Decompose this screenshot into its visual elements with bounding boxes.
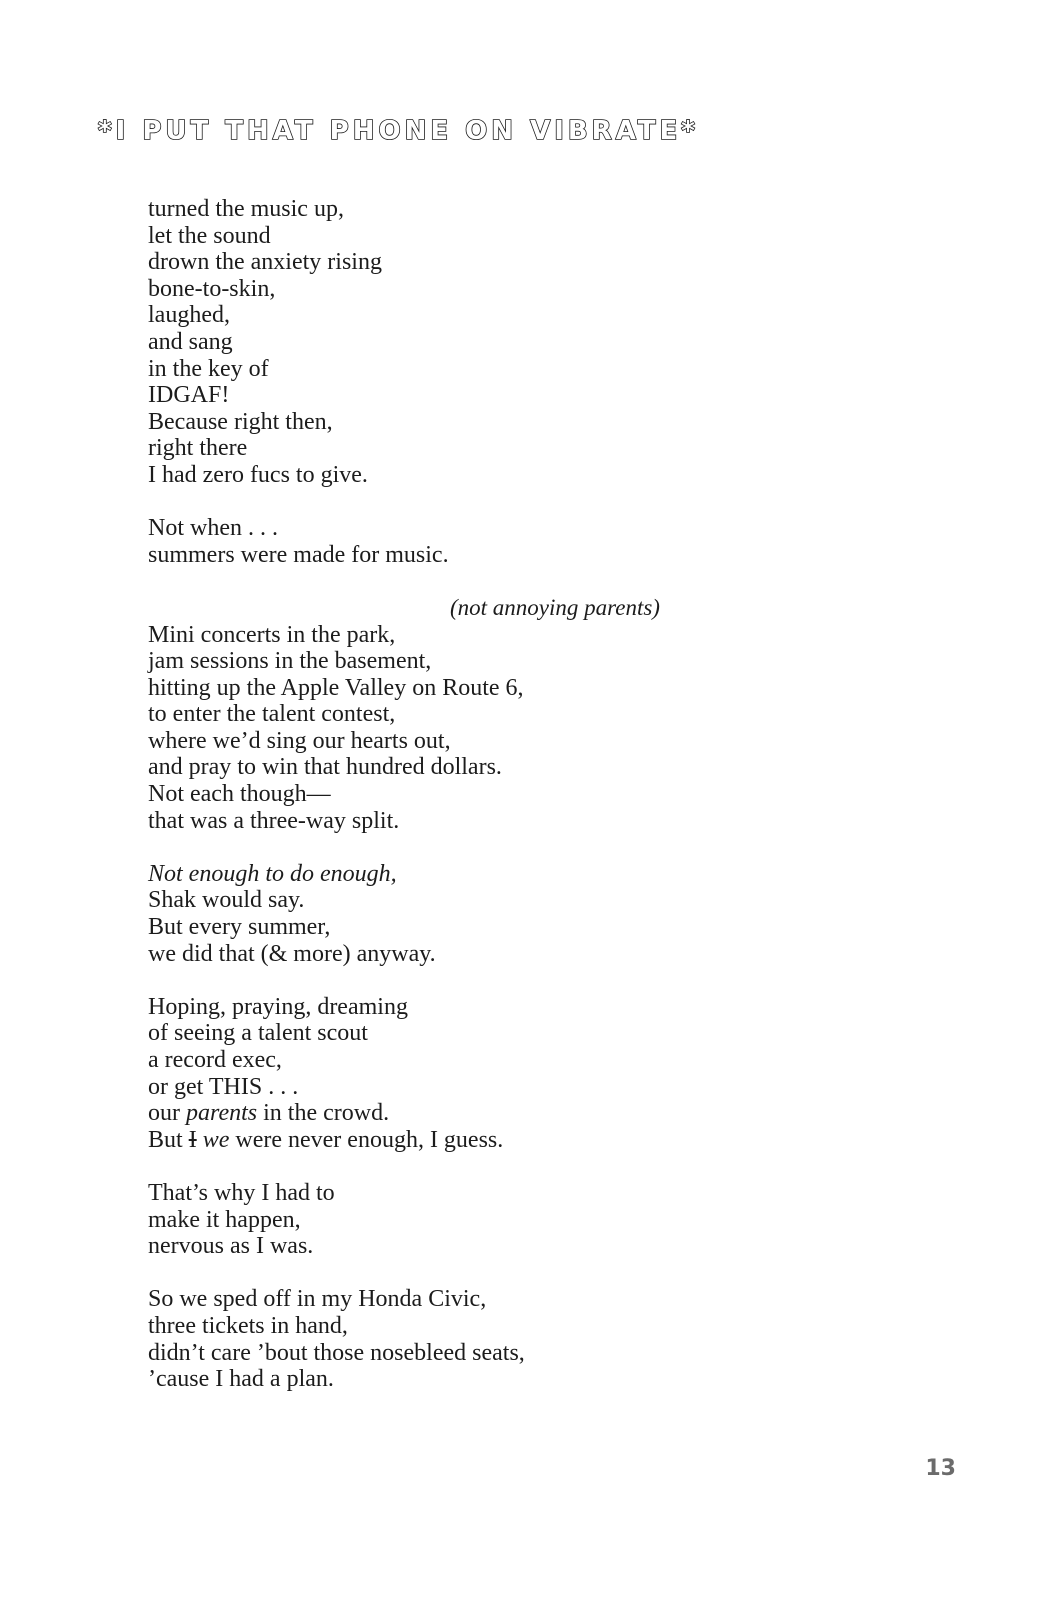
poem-line: make it happen, — [148, 1206, 301, 1233]
poem-line: and pray to win that hundred dollars. — [148, 754, 502, 781]
poem-line: summers were made for music. — [148, 541, 449, 568]
poem-line: IDGAF! — [148, 382, 230, 409]
poem-line: Hoping, praying, dreaming — [148, 993, 408, 1020]
poem-line: where we’d sing our hearts out, — [148, 727, 451, 754]
poem-line: didn’t care ’bout those nosebleed seats, — [148, 1339, 525, 1366]
page-number: 13 — [925, 1456, 956, 1481]
poem-line: So we sped off in my Honda Civic, — [148, 1286, 487, 1313]
poem-line: and sang — [148, 328, 233, 355]
poem-line: three tickets in hand, — [148, 1312, 348, 1339]
stanza-1 — [148, 196, 748, 489]
poem-line: jam sessions in the basement, — [148, 648, 432, 675]
poem-line-italic: Not enough to do enough, — [148, 860, 397, 887]
poem-line: let the sound — [148, 222, 271, 249]
poem-line: Not when . . . — [148, 515, 278, 542]
stanza-3 — [148, 595, 748, 834]
poem-line: a record exec, — [148, 1047, 282, 1073]
poem-line: laughed, — [148, 302, 230, 329]
italic-word: parents — [186, 1100, 258, 1127]
poem-line: Because right then, — [148, 408, 333, 435]
stanza-5 — [148, 994, 748, 1154]
poem-line: ’cause I had a plan. — [148, 1366, 334, 1393]
poem-line: drown the anxiety rising — [148, 249, 382, 276]
poem-line: Not each though— — [148, 781, 331, 808]
poem-line: Shak would say. — [148, 887, 305, 914]
aside-note: (not annoying parents) — [450, 594, 660, 620]
stanza-4 — [148, 861, 748, 967]
poem-line: of seeing a talent scout — [148, 1020, 368, 1047]
poem-line: But every summer, — [148, 914, 331, 941]
page-title: *I PUT THAT PHONE ON VIBRATE* — [98, 116, 699, 146]
poem-line — [148, 1127, 748, 1154]
struck-word: I — [188, 1126, 197, 1153]
poem-line: to enter the talent contest, — [148, 701, 396, 728]
poem-line: or get THIS . . . — [148, 1073, 299, 1100]
poem-line: nervous as I was. — [148, 1233, 314, 1260]
poem-line: bone-to-skin, — [148, 275, 276, 302]
text-run: were never enough, I guess. — [229, 1126, 504, 1153]
poem-line: I had zero fucs to give. — [148, 461, 368, 488]
poem-line: that was a three-way split. — [148, 807, 400, 834]
poem-line: in the key of — [148, 355, 269, 382]
poem-line: turned the music up, — [148, 196, 344, 222]
text-run: But — [148, 1126, 189, 1153]
text-run: our — [148, 1100, 186, 1127]
poem-line: we did that (& more) anyway. — [148, 940, 436, 967]
poem-line: right there — [148, 435, 248, 462]
stanza-2 — [148, 515, 748, 568]
stanza-6 — [148, 1180, 748, 1260]
poem-line: That’s why I had to — [148, 1179, 335, 1206]
text-run: in the crowd. — [257, 1100, 390, 1127]
stanza-7 — [148, 1286, 748, 1392]
poem-body — [148, 196, 748, 1419]
poem-line: Mini concerts in the park, — [148, 621, 396, 648]
poem-line: hitting up the Apple Valley on Route 6, — [148, 674, 524, 701]
poem-line — [148, 1100, 748, 1127]
italic-word: we — [202, 1126, 230, 1153]
